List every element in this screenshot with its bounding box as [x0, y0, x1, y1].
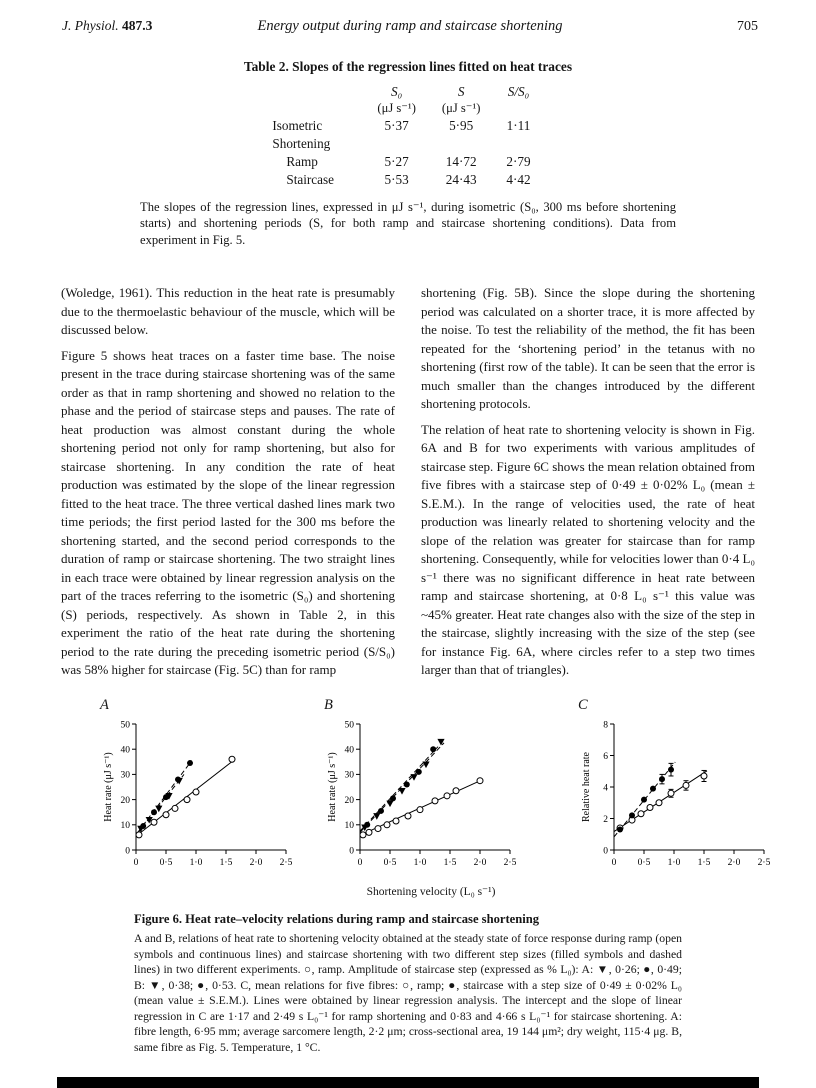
x-axis-label: Shortening velocity (L₀ s⁻¹)	[366, 886, 496, 898]
row-label: Shortening	[272, 136, 331, 151]
svg-text:40: 40	[344, 745, 354, 756]
svg-text:8: 8	[603, 720, 608, 731]
journal-reference	[62, 18, 252, 34]
right-column	[421, 284, 755, 680]
table2-body	[272, 117, 543, 189]
svg-text:1·5: 1·5	[219, 858, 233, 868]
table-cell: 5·53	[384, 172, 409, 187]
svg-text:1·0: 1·0	[189, 858, 203, 868]
journal-name: J. Physiol.	[62, 18, 119, 33]
table-row	[272, 171, 543, 189]
svg-text:0: 0	[349, 846, 354, 857]
table-cell	[493, 135, 543, 153]
table2-note: The slopes of the regression lines, expressed in μJ s⁻¹, during isometric (S₀, 300 ms before shortening starts) and shortening periods (S, for both ramp and staircase shortening conditions). Data from experiment in Fig. 5.	[140, 200, 676, 247]
svg-text:6: 6	[603, 751, 608, 762]
svg-text:2·5: 2·5	[279, 858, 293, 868]
panel-label-C: C	[578, 697, 588, 713]
svg-text:0·5: 0·5	[383, 858, 397, 868]
svg-text:0: 0	[357, 858, 363, 868]
left-column	[61, 284, 395, 680]
column-header: S₀	[391, 84, 403, 99]
panel-label-A: A	[100, 697, 109, 713]
journal-volume: 487.3	[122, 18, 153, 33]
table-cell: 4·42	[506, 172, 531, 187]
chart-A-plot	[100, 712, 296, 882]
figure6	[0, 697, 816, 1055]
svg-text:0: 0	[603, 846, 608, 857]
table-cell: 14·72	[445, 154, 477, 169]
table-header-row	[272, 83, 543, 100]
table-units-row	[272, 100, 543, 117]
svg-text:0: 0	[133, 858, 139, 868]
bottom-bar	[57, 1077, 759, 1088]
figure6-caption-title: Figure 6. Heat rate–velocity relations during ramp and staircase shortening	[134, 912, 540, 926]
svg-text:20: 20	[120, 795, 130, 806]
svg-text:Relative heat rate: Relative heat rate	[581, 752, 592, 822]
chart-B-plot	[324, 712, 520, 882]
page-number: 705	[737, 19, 758, 34]
svg-text:1·5: 1·5	[697, 858, 711, 868]
svg-text:2·0: 2·0	[473, 858, 487, 868]
table2-title: Table 2. Slopes of the regression lines fitted on heat traces	[243, 59, 573, 74]
svg-text:50: 50	[120, 720, 130, 731]
row-label: Ramp	[286, 154, 318, 169]
figure6-caption	[134, 912, 682, 1055]
body-columns	[0, 284, 816, 680]
chart-C-plot	[578, 712, 774, 882]
svg-text:10: 10	[120, 821, 130, 832]
page-header	[0, 0, 816, 35]
svg-text:20: 20	[344, 795, 354, 806]
column-header: S	[457, 84, 465, 99]
svg-text:Heat rate (μJ s⁻¹): Heat rate (μJ s⁻¹)	[103, 752, 114, 822]
table-cell: 5·27	[384, 154, 409, 169]
table-cell	[429, 135, 494, 153]
table-cell: 5·95	[449, 118, 474, 133]
table-cell: 24·43	[445, 172, 477, 187]
column-unit: (μJ s⁻¹)	[377, 101, 416, 115]
svg-text:1·5: 1·5	[443, 858, 457, 868]
figure6-charts	[0, 697, 816, 882]
table-cell	[364, 135, 429, 153]
table-row	[272, 135, 543, 153]
figure6-panel-B	[324, 697, 520, 882]
running-title: Energy output during ramp and staircase shortening	[257, 18, 563, 34]
row-label: Staircase	[286, 172, 334, 187]
table-row	[272, 153, 543, 171]
paragraph: Figure 5 shows heat traces on a faster time base. The noise present in the trace during staircase shortening was of the same order as that in ramp shortening and showed no relation to the phase and the period of staircase steps and pauses. The rate of heat production was almost constant during the whole shortening period not only for ramp shortening, but also for staircase shortening. In any condition the rate of heat production was estimated by the slope of the linear regression fitted to the heat trace. The three vertical dashed lines mark two time periods; the first period lasted for the 300 ms before the shortening started, and the second period corresponds to the duration of ramp or staircase shortening. The two straight lines in each trace were obtained by linear regression analysis on the part of the traces referring to the isometric (S₀) and shortening (S) periods, respectively. As shown in Table 2, in this experiment the ratio of the heat rate during the shortening period to the rate during the preceding isometric period (S/S₀) was 58% higher for staircase (Fig. 5C) than for ramp	[61, 347, 395, 678]
svg-text:0·5: 0·5	[159, 858, 173, 868]
table-cell: 5·37	[384, 118, 409, 133]
svg-text:30: 30	[344, 770, 354, 781]
svg-text:10: 10	[344, 821, 354, 832]
panel-label-B: B	[324, 697, 333, 713]
figure6-caption-body: A and B, relations of heat rate to shortening velocity obtained at the steady state of force response during ramp (open symbols and continuous lines) and staircase shortening with two different step sizes (filled symbols and dashed lines) in two different experiments. ○, ramp. Amplitude of staircase step (expressed as % L₀): A: ▼, 0·26; ●, 0·49; B: ▼, 0·38; ●, 0·53. C, mean relations for five fibres: ○, ramp; ●, staircase with a step size of 0·49 ± 0·02% L₀ (mean value ± S.E.M.). Lines were obtained by linear regression analysis. The intercept and the slope of linear regression in C are 1·17 and 2·49 s L₀⁻¹ for ramp shortening and 0·83 and 4·66 s L₀⁻¹ for staircase shortening. A: fibre length, 6·95 mm; average sarcomere length, 2·2 μm; cross-sectional area, 19 144 μm²; dry weight, 115·4 μg. B, same fibre as Fig. 5. Temperature, 1 °C.	[134, 932, 682, 1054]
column-header: S/S₀	[507, 84, 530, 99]
svg-text:2·5: 2·5	[503, 858, 517, 868]
svg-text:2·5: 2·5	[757, 858, 771, 868]
svg-text:2·0: 2·0	[249, 858, 263, 868]
table-row	[272, 117, 543, 135]
paragraph: The relation of heat rate to shortening velocity is shown in Fig. 6A and B for two experiments with various amplitudes of staircase step. Figure 6C shows the mean relation obtained from five fibres with a staircase step of 0·49 ± 0·02% L₀ (mean ± S.E.M.). In the range of velocities used, the rate of heat production was linearly related to shortening velocity and the slope of the relation was greater for staircase than for ramp shortening. Consequently, while for velocities lower than 0·4 L₀ s⁻¹ there was no significant difference in heat rate between ramp and staircase shortening, at 0·8 L₀ s⁻¹ this value was ~45% greater. Heat rate changes also with the size of the step in the staircase, slightly increasing with the size of the step (see for instance Fig. 6A, where circles refer to a step two times larger than that of triangles).	[421, 421, 755, 678]
figure6-panel-A	[100, 697, 296, 882]
svg-text:2·0: 2·0	[727, 858, 741, 868]
svg-text:0: 0	[611, 858, 617, 868]
column-unit	[493, 100, 543, 117]
row-label: Isometric	[272, 118, 323, 133]
svg-text:30: 30	[120, 770, 130, 781]
paragraph: shortening (Fig. 5B). Since the slope during the shortening period was calculated on a shorter trace, it is more affected by the noise. To test the reliability of the method, the fit has been repeated for the ‘shortening period’ in the tetanus with no shortening (first row of the table). It can be seen that the error is much smaller than the changes introduced by the different shortening protocols.	[421, 285, 755, 412]
svg-text:50: 50	[344, 720, 354, 731]
svg-text:0: 0	[125, 846, 130, 857]
svg-text:1·0: 1·0	[413, 858, 427, 868]
svg-text:0·5: 0·5	[637, 858, 651, 868]
table2-head	[272, 83, 543, 117]
paragraph: (Woledge, 1961). This reduction in the heat rate is presumably due to the thermoelastic behaviour of the muscle, which will be discussed below.	[61, 285, 395, 338]
chart-svg	[100, 712, 296, 882]
table-cell: 2·79	[506, 154, 531, 169]
svg-text:40: 40	[120, 745, 130, 756]
table2	[272, 83, 543, 189]
figure6-panel-C	[578, 697, 774, 882]
svg-text:Heat rate (μJ s⁻¹): Heat rate (μJ s⁻¹)	[327, 752, 338, 822]
column-unit: (μJ s⁻¹)	[441, 101, 481, 115]
svg-text:2: 2	[603, 814, 608, 825]
chart-svg	[578, 712, 774, 882]
table-cell: 1·11	[506, 118, 531, 133]
svg-text:1·0: 1·0	[667, 858, 681, 868]
chart-svg	[324, 712, 520, 882]
svg-text:4: 4	[603, 783, 608, 794]
